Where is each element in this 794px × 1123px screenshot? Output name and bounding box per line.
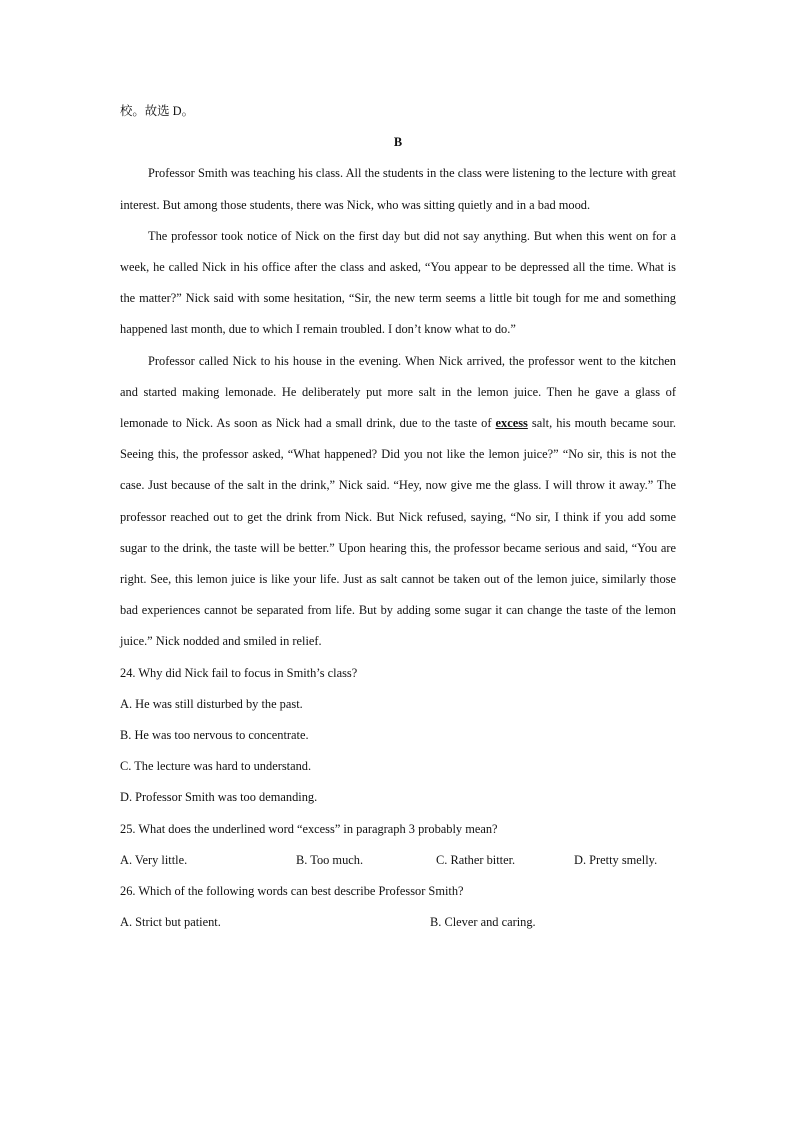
- passage-paragraph-3: [120, 346, 676, 658]
- question-25-option-d: D. Pretty smelly.: [574, 852, 658, 867]
- question-24-option-c: C. The lecture was hard to understand.: [120, 759, 312, 774]
- previous-answer-tail: 校。故选 D。: [120, 104, 194, 118]
- question-26-option-a: A. Strict but patient.: [120, 915, 221, 930]
- question-24-option-d: D. Professor Smith was too demanding.: [120, 790, 318, 805]
- passage-paragraph-2: The professor took notice of Nick on the first day but did not say anything. But when this went on for a week, he called Nick in his office after the class and asked, “You appear to be depressed all the time. What is the matter?” Nick said with some hesitation, “Sir, the new term seems a little bit tough for me and something happened last month, due to which I remain troubled. I don’t know what to do.”: [120, 228, 676, 337]
- page-content: [120, 96, 676, 938]
- underlined-keyword: excess: [495, 416, 528, 431]
- question-26-options: [120, 907, 676, 938]
- question-25-options: [120, 845, 676, 876]
- question-26-option-b: B. Clever and caring.: [430, 915, 536, 930]
- paragraph-3-before: Professor called Nick to his house in the evening. When Nick arrived, the professor went to the kitchen and started making lemonade. He deliberately put more salt in the lemon juice. Then he gave a glass of lemonade to Nick. As soon as Nick had a small drink, due to the taste of: [120, 353, 676, 431]
- question-25-option-a: A. Very little.: [120, 852, 188, 867]
- question-24-option-b: B. He was too nervous to concentrate.: [120, 728, 309, 743]
- question-25-stem: 25. What does the underlined word “excess” in paragraph 3 probably mean?: [120, 821, 498, 836]
- question-25-option-b: B. Too much.: [296, 852, 364, 867]
- question-25-option-c: C. Rather bitter.: [436, 852, 516, 867]
- paragraph-3-after: salt, his mouth became sour. Seeing this, the professor asked, “What happened? Did you not like the lemon juice?” “No sir, this is not the case. Just because of the salt in the drink,” Nick said. “Hey, now give me the glass. I will throw it away.” The professor reached out to get the drink from Nick. But Nick refused, saying, “No sir, I think if you add some sugar to the drink, the taste will be better.” Upon hearing this, the professor became serious and said, “You are right. See, this lemon juice is like your life. Just as salt cannot be taken out of the lemon juice, similarly those bad experiences cannot be separated from life. But by adding some sugar it can change the taste of the lemon juice.” Nick nodded and smiled in relief.: [120, 416, 676, 649]
- question-24-option-a: A. He was still disturbed by the past.: [120, 696, 303, 711]
- question-26-stem: 26. Which of the following words can best describe Professor Smith?: [120, 884, 464, 899]
- section-heading: B: [393, 135, 403, 150]
- passage-paragraph-1: Professor Smith was teaching his class. All the students in the class were listening to the lecture with great interest. But among those students, there was Nick, who was sitting quietly and in a bad mood.: [120, 166, 676, 212]
- question-24-stem: 24. Why did Nick fail to focus in Smith’s class?: [120, 665, 358, 680]
